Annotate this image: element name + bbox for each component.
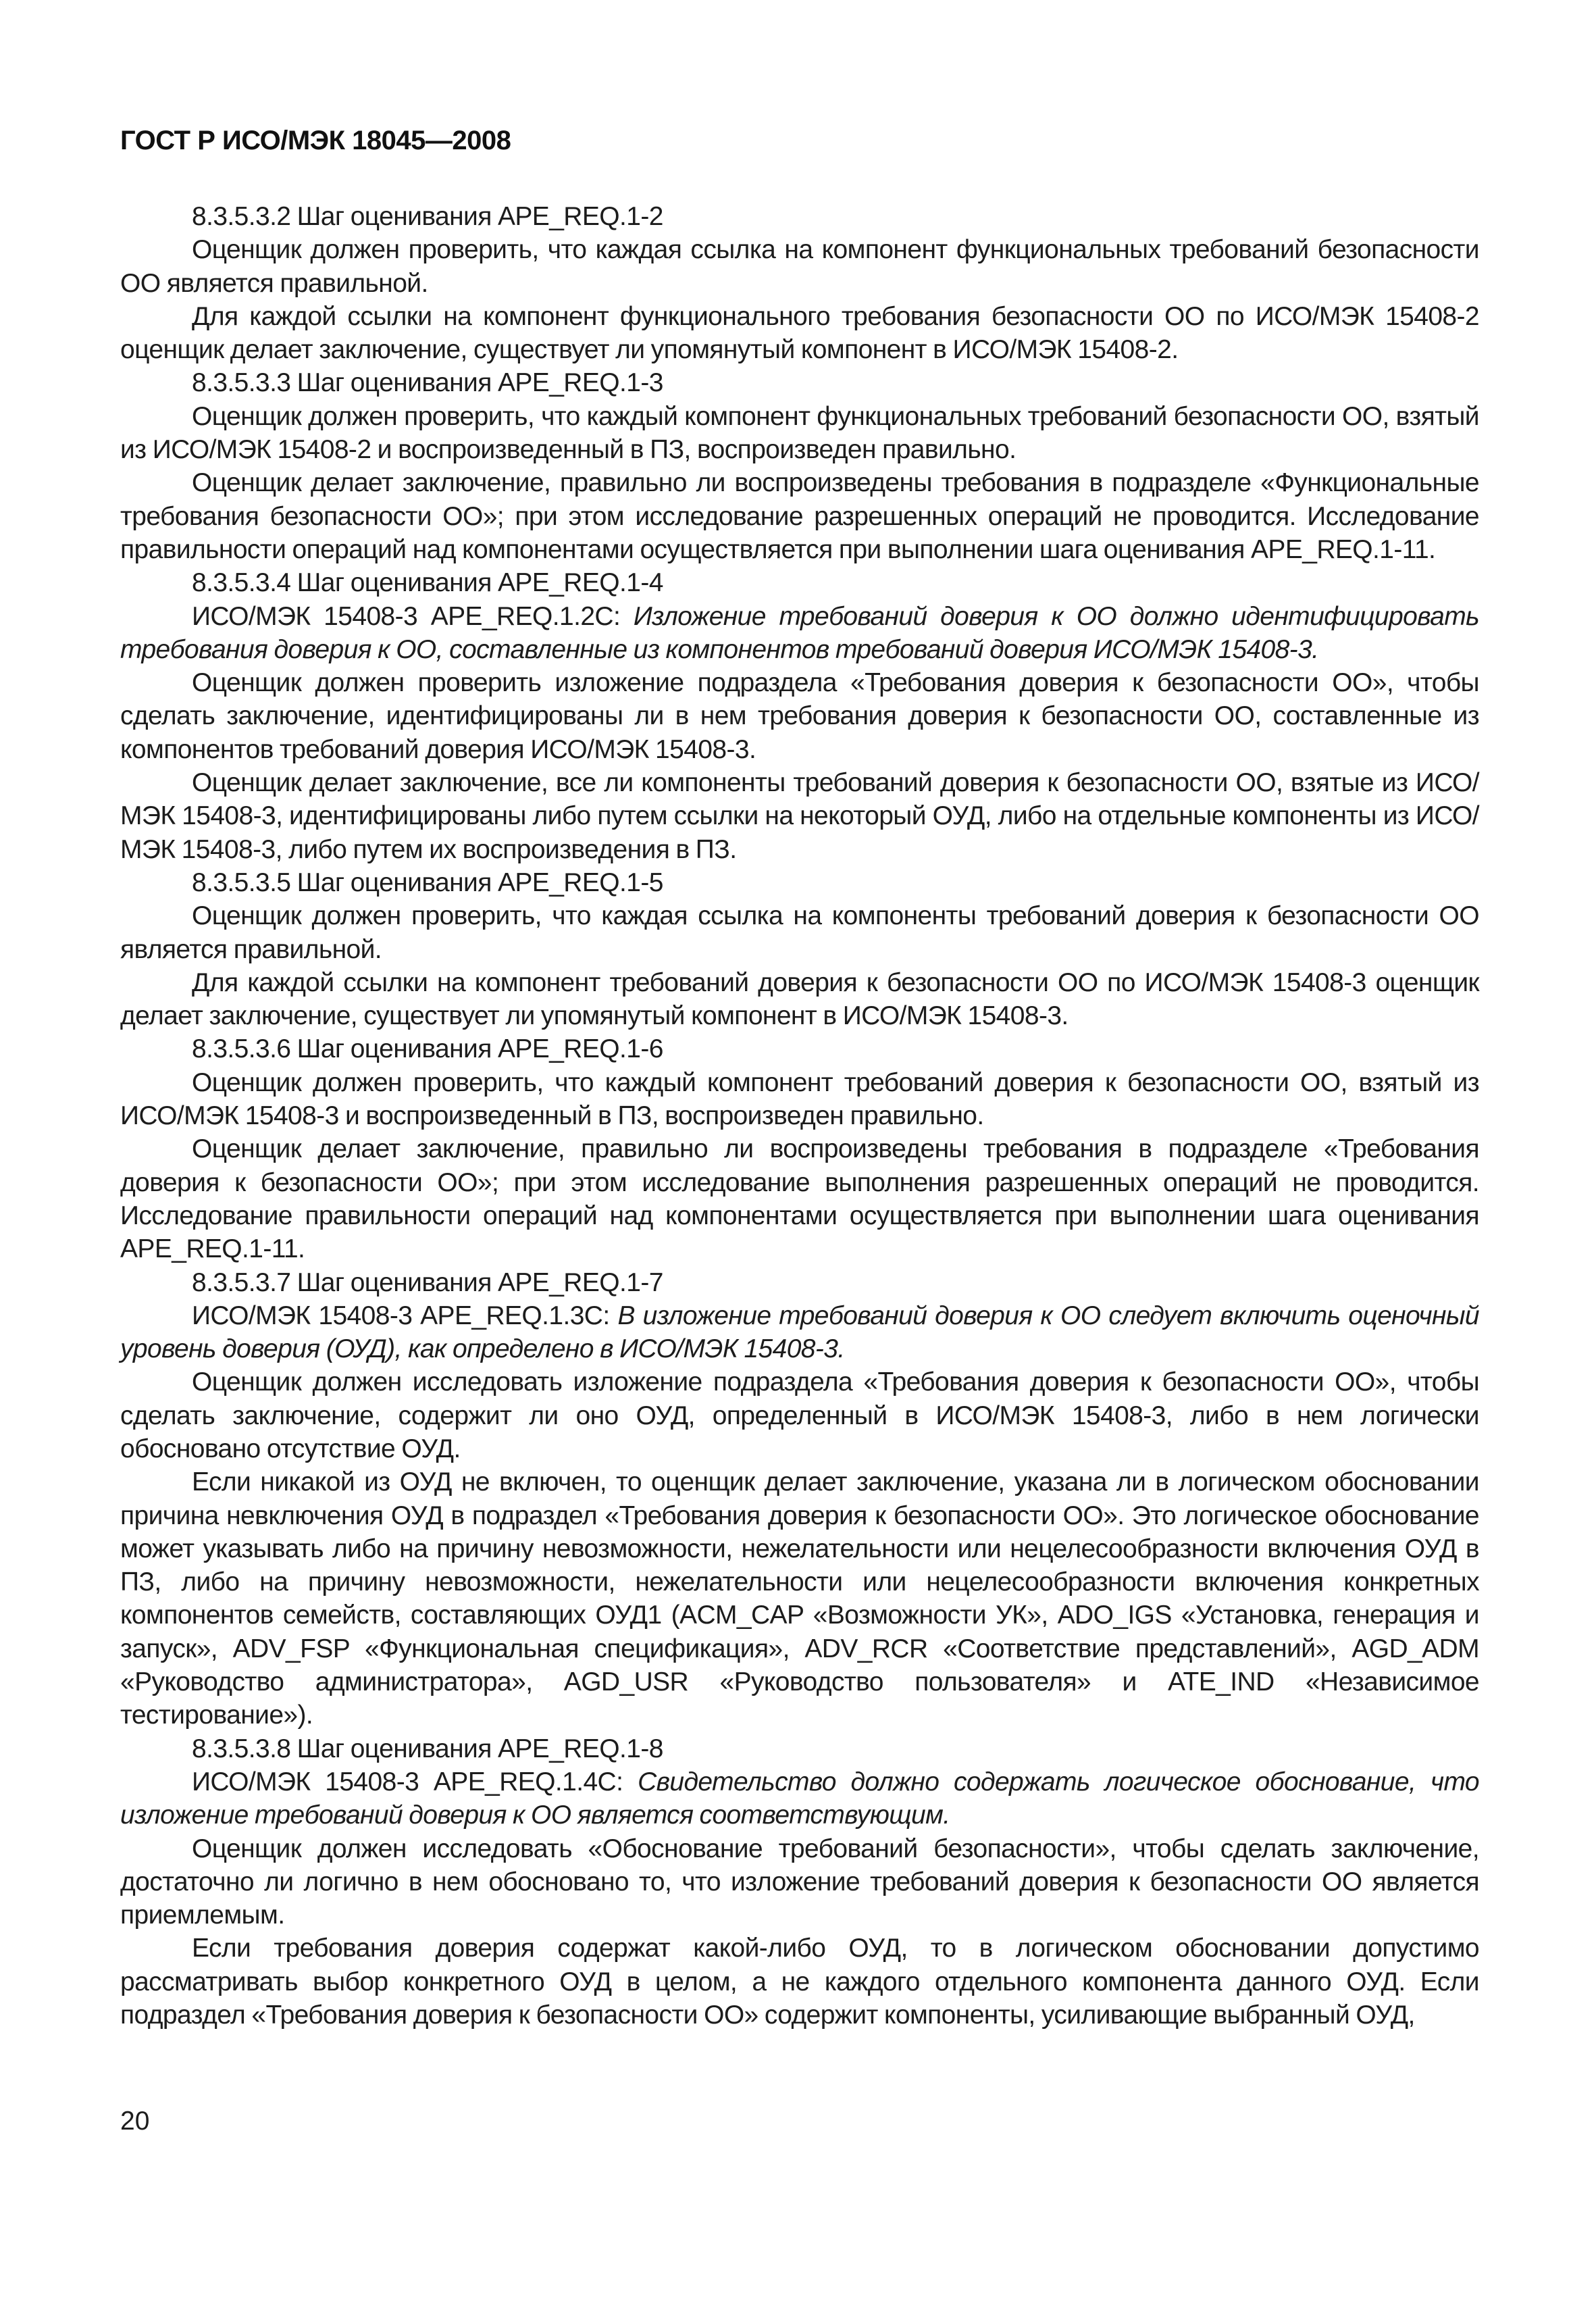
requirement-text: Изложение требований доверия к ОО должно идентифицировать требования доверия к ОО, составленные из компонентов требований доверия ИСО/МЭК 15408-3.: [120, 601, 1479, 664]
requirement-reference: ИСО/МЭК 15408-3 APE_REQ.1.4C:: [192, 1767, 638, 1796]
requirement-paragraph: [120, 1765, 1479, 1832]
paragraph: Оценщик должен исследовать изложение подраздела «Требования доверия к безопасности ОО», чтобы сделать заключение, содержит ли оно ОУД, определенный в ИСО/МЭК 15408-3, либо в нем логически обосновано отсутствие ОУД.: [120, 1367, 1479, 1463]
requirement-paragraph: [120, 1299, 1479, 1366]
page-body: [120, 200, 1479, 2032]
clause-heading: 8.3.5.3.6 Шаг оценивания APE_REQ.1-6: [192, 1034, 663, 1064]
paragraph: Оценщик делает заключение, правильно ли воспроизведены требования в подразделе «Функциональные требования безопасности ОО»; при этом исследование разрешенных операций не проводится. Исследование правильности операций над компонентами осуществляется при выполнении шага оценивания APE_REQ.1-11.: [120, 468, 1479, 564]
paragraph: Для каждой ссылки на компонент требований доверия к безопасности ОО по ИСО/МЭК 15408-3 оценщик делает заключение, существует ли упомянутый компонент в ИСО/МЭК 15408-3.: [120, 967, 1479, 1031]
paragraph: Оценщик должен проверить, что каждый компонент требований доверия к безопасности ОО, взятый из ИСО/МЭК 15408-3 и воспроизведенный в ПЗ, воспроизведен правильно.: [120, 1067, 1479, 1131]
paragraph: Оценщик должен проверить, что каждый компонент функциональных требований безопасности ОО, взятый из ИСО/МЭК 15408-2 и воспроизведенный в ПЗ, воспроизведен правильно.: [120, 401, 1479, 465]
requirement-reference: ИСО/МЭК 15408-3 APE_REQ.1.2C:: [192, 601, 634, 631]
requirement-text: В изложение требований доверия к ОО следует включить оценочный уровень доверия (ОУД), как определено в ИСО/МЭК 15408-3.: [120, 1301, 1480, 1364]
clause-heading: 8.3.5.3.7 Шаг оценивания APE_REQ.1-7: [192, 1267, 663, 1297]
paragraph: Оценщик делает заключение, правильно ли воспроизведены требования в подразделе «Требования доверия к безопасности ОО»; при этом исследование выполнения разрешенных операций не проводится. Исследование правильности операций над компонентами осуществляется при выполнении шага оценивания APE_REQ.1-11.: [120, 1134, 1479, 1264]
paragraph: Оценщик делает заключение, все ли компоненты требований доверия к безопасности ОО, взятые из ИСО/МЭК 15408-3, идентифицированы либо путем ссылки на некоторый ОУД, либо на отдельные компоненты из ИСО/МЭК 15408-3, либо путем их воспроизведения в ПЗ.: [120, 768, 1479, 864]
paragraph: Если требования доверия содержат какой-либо ОУД, то в логическом обосновании допустимо рассматривать выбор конкретного ОУД в целом, а не каждого отдельного компонента данного ОУД. Если подраздел «Требования доверия к безопасности ОО» содержит компоненты, усиливающие выбранный ОУД,: [120, 1934, 1479, 2030]
requirement-paragraph: [120, 600, 1479, 667]
paragraph: Оценщик должен проверить изложение подраздела «Требования доверия к безопасности ОО», чтобы сделать заключение, идентифицированы ли в нем требования доверия к безопасности ОО, составленные из компонентов требований доверия ИСО/МЭК 15408-3.: [120, 668, 1479, 764]
paragraph: Оценщик должен исследовать «Обоснование требований безопасности», чтобы сделать заключение, достаточно ли логично в нем обосновано то, что изложение требований доверия к безопасности ОО является приемлемым.: [120, 1834, 1479, 1930]
page-header-title: ГОСТ Р ИСО/МЭК 18045—2008: [120, 126, 511, 155]
clause-heading: 8.3.5.3.2 Шаг оценивания APE_REQ.1-2: [192, 202, 663, 231]
clause-heading: 8.3.5.3.3 Шаг оценивания APE_REQ.1-3: [192, 368, 663, 398]
clause-heading: 8.3.5.3.5 Шаг оценивания APE_REQ.1-5: [192, 867, 663, 897]
page-number: 20: [120, 2107, 150, 2136]
paragraph: Оценщик должен проверить, что каждая ссылка на компоненты требований доверия к безопасности ОО является правильной.: [120, 901, 1479, 964]
requirement-text: Свидетельство должно содержать логическое обоснование, что изложение требований доверия к ОО является соответствующим.: [120, 1767, 1480, 1830]
paragraph: Если никакой из ОУД не включен, то оценщик делает заключение, указана ли в логическом обосновании причина невключения ОУД в подраздел «Требования доверия к безопасности ОО». Это логическое обоснование может указывать либо на причину невозможности, нежелательности или нецелесообразности включения ОУД в ПЗ, либо на причину невозможности, нежелательности или нецелесообразности включения конкретных компонентов семейств, составляющих ОУД1 (ACM_CAP «Возможности УК», ADO_IGS «Установка, генерация и запуск», ADV_FSP «Функциональная спецификация», ADV_RCR «Соответствие представлений», AGD_ADM «Руководство администратора», AGD_USR «Руководство пользователя» и ATE_IND «Независимое тестирование»).: [120, 1467, 1479, 1730]
clause-heading: 8.3.5.3.8 Шаг оценивания APE_REQ.1-8: [192, 1734, 663, 1763]
paragraph: Для каждой ссылки на компонент функционального требования безопасности ОО по ИСО/МЭК 15408-2 оценщик делает заключение, существует ли упомянутый компонент в ИСО/МЭК 15408-2.: [120, 301, 1479, 365]
paragraph: Оценщик должен проверить, что каждая ссылка на компонент функциональных требований безопасности ОО является правильной.: [120, 235, 1479, 298]
clause-heading: 8.3.5.3.4 Шаг оценивания APE_REQ.1-4: [192, 568, 663, 598]
requirement-reference: ИСО/МЭК 15408-3 APE_REQ.1.3C:: [192, 1301, 618, 1330]
